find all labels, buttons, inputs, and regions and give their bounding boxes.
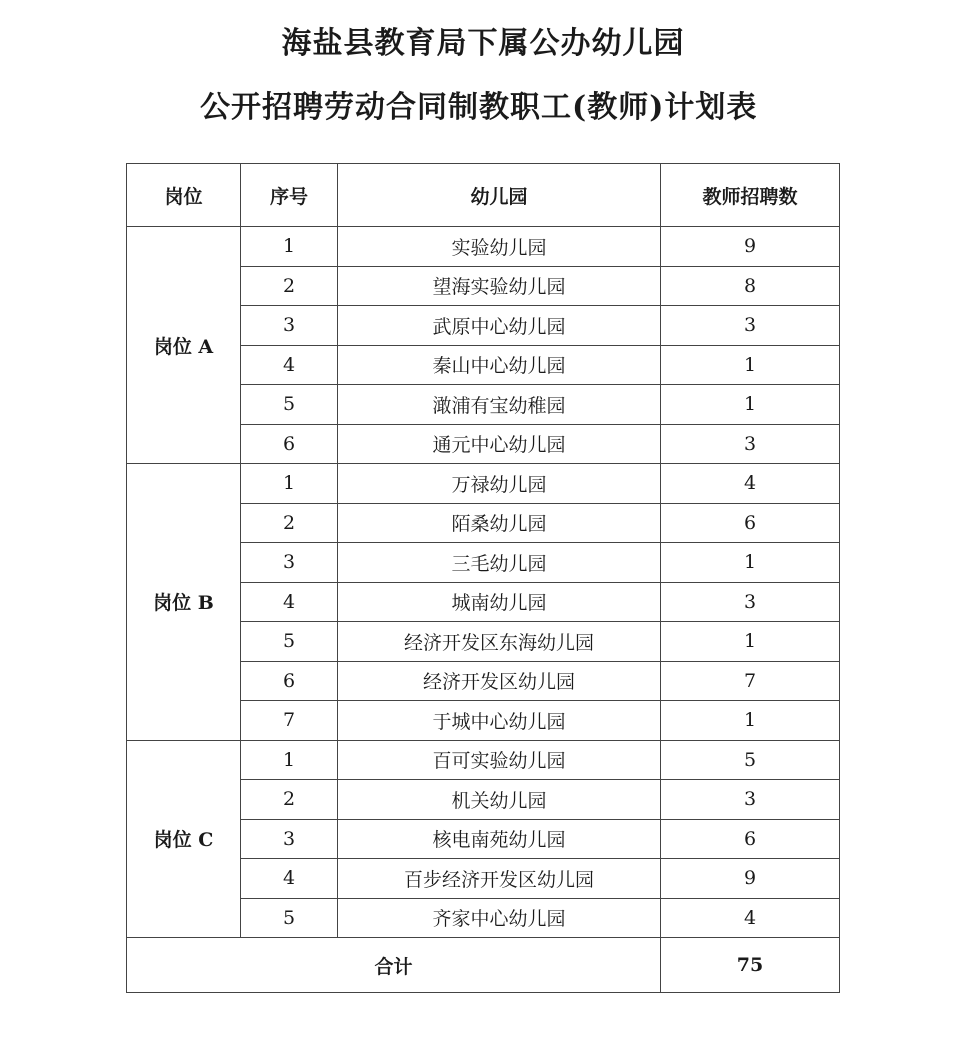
count-cell: 7	[661, 661, 840, 701]
header-kindergarten: 幼儿园	[338, 164, 661, 227]
table-row	[127, 227, 840, 267]
kindergarten-cell: 齐家中心幼儿园	[338, 898, 661, 938]
seq-cell: 2	[241, 266, 338, 306]
header-seq: 序号	[241, 164, 338, 227]
seq-cell: 3	[241, 306, 338, 346]
count-cell: 1	[661, 622, 840, 662]
post-a-cell: 岗位 A	[127, 227, 241, 464]
count-cell: 9	[661, 859, 840, 899]
kindergarten-cell: 百可实验幼儿园	[338, 740, 661, 780]
seq-cell: 7	[241, 701, 338, 741]
total-label: 合计	[127, 938, 661, 993]
seq-cell: 5	[241, 385, 338, 425]
seq-cell: 6	[241, 661, 338, 701]
count-cell: 1	[661, 345, 840, 385]
kindergarten-cell: 武原中心幼儿园	[338, 306, 661, 346]
count-cell: 5	[661, 740, 840, 780]
seq-cell: 6	[241, 424, 338, 464]
document-subtitle: 公开招聘劳动合同制教职工(教师)计划表	[200, 90, 758, 125]
seq-cell: 5	[241, 898, 338, 938]
count-cell: 1	[661, 543, 840, 583]
seq-cell: 2	[241, 503, 338, 543]
count-cell: 6	[661, 819, 840, 859]
count-cell: 1	[661, 385, 840, 425]
count-cell: 9	[661, 227, 840, 267]
total-value: 75	[661, 938, 840, 993]
seq-cell: 3	[241, 543, 338, 583]
seq-cell: 4	[241, 582, 338, 622]
seq-cell: 4	[241, 345, 338, 385]
count-cell: 8	[661, 266, 840, 306]
total-row	[127, 938, 840, 993]
table-header-row	[127, 164, 840, 227]
kindergarten-cell: 核电南苑幼儿园	[338, 819, 661, 859]
seq-cell: 1	[241, 740, 338, 780]
seq-cell: 1	[241, 464, 338, 504]
kindergarten-cell: 百步经济开发区幼儿园	[338, 859, 661, 899]
kindergarten-cell: 秦山中心幼儿园	[338, 345, 661, 385]
count-cell: 3	[661, 306, 840, 346]
seq-cell: 1	[241, 227, 338, 267]
count-cell: 1	[661, 701, 840, 741]
count-cell: 6	[661, 503, 840, 543]
table-row	[127, 464, 840, 504]
kindergarten-cell: 经济开发区幼儿园	[338, 661, 661, 701]
kindergarten-cell: 望海实验幼儿园	[338, 266, 661, 306]
seq-cell: 3	[241, 819, 338, 859]
header-count: 教师招聘数	[661, 164, 840, 227]
count-cell: 4	[661, 898, 840, 938]
kindergarten-cell: 万禄幼儿园	[338, 464, 661, 504]
table-row	[127, 740, 840, 780]
header-post: 岗位	[127, 164, 241, 227]
kindergarten-cell: 经济开发区东海幼儿园	[338, 622, 661, 662]
count-cell: 3	[661, 582, 840, 622]
kindergarten-cell: 实验幼儿园	[338, 227, 661, 267]
post-c-cell: 岗位 C	[127, 740, 241, 938]
count-cell: 3	[661, 424, 840, 464]
count-cell: 3	[661, 780, 840, 820]
kindergarten-cell: 澉浦有宝幼稚园	[338, 385, 661, 425]
seq-cell: 5	[241, 622, 338, 662]
kindergarten-cell: 三毛幼儿园	[338, 543, 661, 583]
document-title: 海盐县教育局下属公办幼儿园	[281, 26, 685, 61]
count-cell: 4	[661, 464, 840, 504]
kindergarten-cell: 陌桑幼儿园	[338, 503, 661, 543]
post-b-cell: 岗位 B	[127, 464, 241, 741]
kindergarten-cell: 于城中心幼儿园	[338, 701, 661, 741]
seq-cell: 4	[241, 859, 338, 899]
kindergarten-cell: 通元中心幼儿园	[338, 424, 661, 464]
kindergarten-cell: 城南幼儿园	[338, 582, 661, 622]
seq-cell: 2	[241, 780, 338, 820]
recruitment-plan-table	[126, 163, 840, 993]
kindergarten-cell: 机关幼儿园	[338, 780, 661, 820]
